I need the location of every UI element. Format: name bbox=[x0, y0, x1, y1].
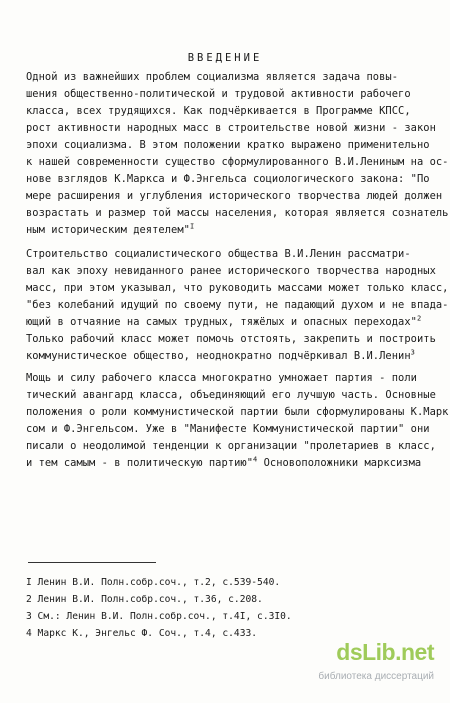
watermark-subtitle: библиотека диссертаций bbox=[318, 671, 434, 682]
text-line: писали о неодолимой тенденции к организации "пролетариев в класс, bbox=[26, 440, 436, 452]
footnote-item: I Ленин В.И. Полн.собр.соч., т.2, с.539-540. bbox=[26, 577, 281, 588]
text-line: тический авангард класса, объединяющий его лучшую часть. Основные bbox=[26, 389, 436, 401]
text-segment: коммунистическое общество, неоднократно подчёркивал В.И.Ленин bbox=[26, 350, 411, 362]
text-line: положения о роли коммунистической партии были сформулированы К.Марк bbox=[26, 406, 449, 418]
text-line: класса, всех трудящихся. Как подчёркивается в Программе КПСС, bbox=[26, 105, 411, 117]
text-segment: ющий в отчаяние на самых трудных, тяжёлых и опасных переходах" bbox=[26, 316, 417, 328]
text-line: "без колебаний идущий по своему пути, не падающий духом и не впада- bbox=[26, 299, 449, 311]
text-line: нове взглядов К.Маркса и Ф.Энгельса социологического закона: "По bbox=[26, 173, 430, 185]
text-segment: Основоположники марксизма bbox=[257, 457, 422, 469]
text-line: вал как эпоху невиданного ранее исторического творчества народных bbox=[26, 265, 436, 277]
text-line: Только рабочий класс может помочь отстоять, закрепить и построить bbox=[26, 333, 436, 345]
text-line: к нашей современности существо сформулированного В.И.Лениным на ос- bbox=[26, 156, 449, 168]
footnote-marker: I bbox=[189, 222, 195, 231]
footnote-item: 2 Ленин В.И. Полн.собр.соч., т.36, с.208. bbox=[26, 594, 263, 605]
text-segment: ным историческим деятелем" bbox=[26, 224, 190, 236]
text-line-with-footnote bbox=[26, 456, 421, 470]
text-line: мере расширения и углубления исторического творчества людей должен bbox=[26, 190, 443, 202]
text-line: Строительство социалистического общества В.И.Ленин рассматри- bbox=[26, 248, 411, 260]
text-line: сом и Ф.Энгельсом. Уже в "Манифесте Коммунистической партии" они bbox=[26, 423, 430, 435]
watermark-logo: dsLib.net bbox=[336, 639, 434, 665]
text-line-with-footnote bbox=[26, 315, 421, 329]
footnote-marker: 2 bbox=[416, 314, 422, 323]
text-line-with-footnote bbox=[26, 349, 415, 363]
dslib-watermark bbox=[294, 639, 434, 687]
text-line-with-footnote bbox=[26, 223, 194, 237]
footnote-divider bbox=[28, 562, 156, 563]
footnote-marker: 3 bbox=[410, 348, 415, 357]
footnote-item: 4 Маркс К., Энгельс Ф. Соч., т.4, с.433. bbox=[26, 628, 258, 639]
page-heading: ВВЕДЕНИЕ bbox=[187, 52, 263, 64]
text-line: масс, при этом указывал, что руководить массами может только класс, bbox=[26, 282, 449, 294]
text-line: Одной из важнейших проблем социализма является задача повы- bbox=[26, 71, 399, 83]
text-line: возрастать и размер той массы населения, которая является сознатель bbox=[26, 207, 449, 219]
footnote-marker: 4 bbox=[253, 455, 258, 464]
text-line: рост активности народных масс в строительстве новой жизни - закон bbox=[26, 122, 436, 134]
text-line: шения общественно-политической и трудовой активности рабочего bbox=[26, 88, 411, 100]
text-line: Мощь и силу рабочего класса многократно умножает партия - поли bbox=[26, 372, 417, 384]
text-segment: и тем самым - в политическую партию" bbox=[26, 457, 254, 469]
text-line: эпохи социализма. В этом положении кратко выражено применительно bbox=[26, 139, 430, 151]
footnote-item: 3 См.: Ленин В.И. Полн.собр.соч., т.4I, с.3I0. bbox=[26, 611, 292, 622]
